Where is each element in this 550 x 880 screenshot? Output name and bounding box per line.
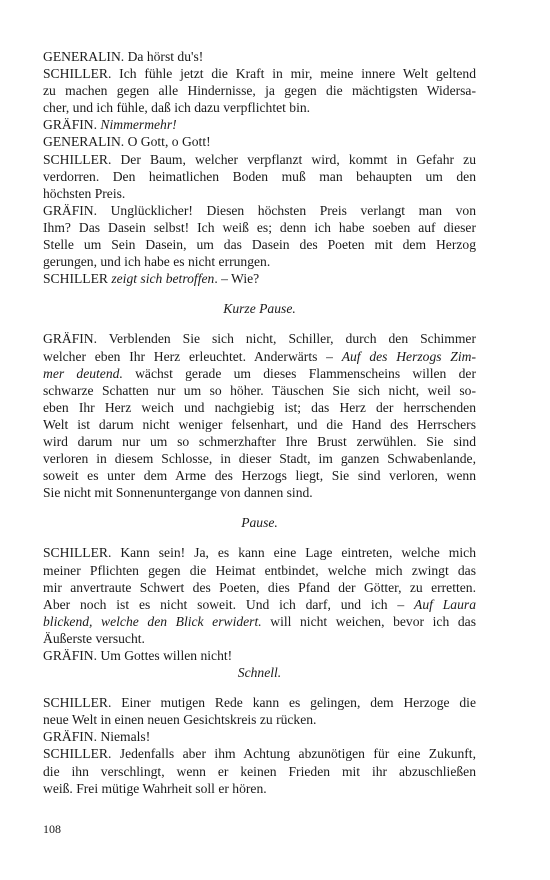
stage-direction-text: Auf Laura [414, 596, 476, 612]
text-line [43, 133, 476, 150]
block-2 [43, 330, 476, 501]
dialogue-text: GENERALIN. Da hörst du's! [43, 49, 204, 64]
stage-direction-text: mer deutend. [43, 365, 123, 381]
text-line [43, 219, 476, 236]
dialogue-text: weiß. Frei mütige Wahrheit soll er hören. [43, 780, 267, 796]
text-line [43, 728, 476, 745]
stage-direction-kurze-pause: Kurze Pause. [223, 301, 296, 317]
text-line [43, 116, 476, 133]
text-line [43, 65, 476, 82]
text-line [43, 433, 476, 450]
dialogue-text: SCHILLER. Einer mutigen Rede kann es gelingen, dem Herzoge die [43, 695, 476, 711]
text-line [43, 780, 476, 797]
dialogue-text: Sie nicht mit Sonnenuntergange von dannen sind. [43, 485, 313, 501]
dialogue-text: schwarze Schatten nur um so höher. Täuschen Sie sich nicht, weil so- [43, 382, 476, 398]
text-line [43, 236, 476, 253]
dialogue-text: meiner Pflichten gegen die Heimat entbindet, welche mich zwingt das [43, 562, 476, 578]
dialogue-text: Ihm? Das Dasein selbst! Ich weiß es; denn ich habe soeben auf dieser [43, 219, 476, 235]
dialogue-text: zu machen gegen alle Hindernisse, ja gegen die mächtigsten Widersa- [43, 83, 476, 99]
dialogue-text: will nicht weichen, bevor ich das [261, 613, 476, 629]
stage-direction-text: Nimmermehr! [100, 117, 177, 133]
dialogue-text: soweit es unter dem Arme des Herzogs liegt, Sie sind verloren, wenn [43, 468, 476, 484]
dialogue-text: die ihn verschlingt, wenn er keinen Frieden mit ihr abzuschließen [43, 763, 476, 779]
text-line [43, 763, 476, 780]
text-line [43, 151, 476, 168]
text-line [43, 694, 476, 711]
text-line [43, 330, 476, 347]
dialogue-text: Aber noch ist es nicht soweit. Und ich darf, und ich – [43, 596, 415, 612]
dialogue-text: wird darum nur um so schmerzhafter Ihre Brust zerwühlen. Sie sind [43, 433, 476, 449]
stage-direction-schnell: Schnell. [237, 665, 282, 681]
text-line [43, 253, 476, 270]
dialogue-text: GRÄFIN. [43, 117, 101, 133]
text-line [43, 202, 476, 219]
dialogue-text: Welt ist darum nicht weniger felsenhart, und die Hand des Herrschers [43, 416, 476, 432]
text-line [43, 562, 476, 579]
text-line [43, 270, 476, 287]
stage-direction-text: blickend, welche den Blick erwidert. [43, 613, 262, 629]
text-line [43, 579, 476, 596]
dialogue-text: SCHILLER. Ich fühle jetzt die Kraft in mir, meine innere Welt geltend [43, 66, 476, 82]
text-line [43, 168, 476, 185]
text-line [43, 185, 476, 202]
dialogue-text: welcher eben Ihr Herz erleuchtet. Anderwärts – [43, 348, 342, 364]
text-line [43, 544, 476, 561]
block-4 [43, 694, 476, 797]
stage-direction-text: zeigt sich betroffen [111, 271, 215, 287]
dialogue-text: verloren in diesem Schlosse, in dieser Stadt, im ganzen Schwabenlande, [43, 451, 476, 467]
dialogue-text: höchsten Preis. [43, 185, 126, 201]
text-line [43, 99, 476, 116]
dialogue-text: SCHILLER. Jedenfalls aber ihm Achtung abzunötigen für eine Zukunft, [43, 746, 476, 762]
text-line [43, 365, 476, 382]
text-line [43, 82, 476, 99]
text-line [43, 630, 476, 647]
text-line [43, 745, 476, 762]
stage-direction-pause: Pause. [241, 515, 278, 531]
text-line [43, 416, 476, 433]
text-line [43, 484, 476, 501]
dialogue-text: wächst gerade um dieses Flammenscheins willen der [122, 365, 476, 381]
text-line [43, 48, 476, 65]
dialogue-text: GRÄFIN. Um Gottes willen nicht! [43, 648, 233, 663]
text-line [43, 711, 476, 728]
dialogue-text: Stelle um Sein Dasein, um das Dasein des Poeten mit dem Herzog [43, 237, 476, 253]
text-line [43, 399, 476, 416]
dialogue-text: eben Ihr Herz weich und nachgiebig ist; das Herz der herrschenden [43, 399, 476, 415]
text-line [43, 467, 476, 484]
dialogue-text: neue Welt in einen neuen Gesichtskreis zu rücken. [43, 712, 317, 728]
dialogue-text: SCHILLER. Kann sein! Ja, es kann eine Lage eintreten, welche mich [43, 545, 476, 561]
dialogue-text: Äußerste versucht. [43, 630, 145, 646]
dialogue-text: GRÄFIN. Unglücklicher! Diesen höchsten Preis verlangt man von [43, 202, 476, 218]
text-line [43, 450, 476, 467]
text-line [43, 348, 476, 365]
dialogue-text: GENERALIN. O Gott, o Gott! [43, 134, 211, 150]
text-line [43, 596, 476, 613]
dialogue-text: cher, und ich fühle, daß ich dazu verpflichtet bin. [43, 100, 311, 116]
dialogue-text: gerungen, und ich habe es nicht errungen. [43, 254, 271, 270]
text-line [43, 647, 476, 664]
dialogue-text: GRÄFIN. Niemals! [43, 729, 151, 745]
page-text [43, 48, 476, 797]
dialogue-text: SCHILLER [43, 271, 112, 287]
text-line [43, 613, 476, 630]
dialogue-text: . – Wie? [214, 271, 260, 287]
stage-direction-text: Auf des Herzogs Zim- [341, 348, 476, 364]
block-1 [43, 48, 476, 287]
block-3 [43, 544, 476, 664]
page-number: 108 [43, 822, 61, 836]
dialogue-text: mir anvertraute Schwert des Poeten, dies Pfand der Götter, zu erretten. [43, 579, 476, 595]
dialogue-text: SCHILLER. Der Baum, welcher verpflanzt wird, kommt in Gefahr zu [43, 151, 476, 167]
dialogue-text: verdorren. Den heimatlichen Boden muß man behaupten um den [43, 168, 476, 184]
text-line [43, 382, 476, 399]
dialogue-text: GRÄFIN. Verblenden Sie sich nicht, Schiller, durch den Schimmer [43, 331, 476, 347]
